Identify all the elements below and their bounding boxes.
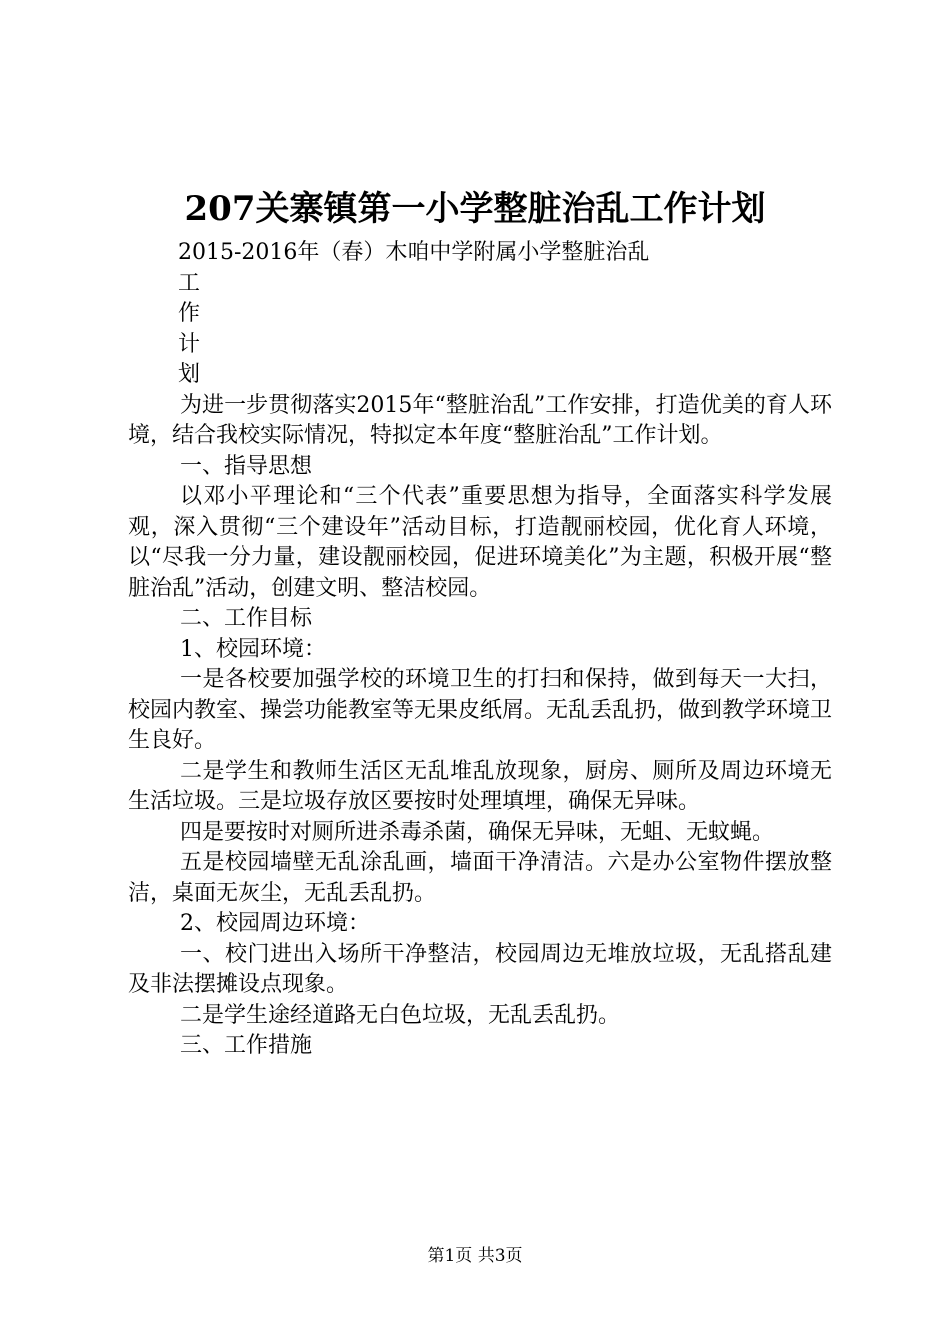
vertical-char: 划 <box>178 362 201 387</box>
paragraph: 四是要按时对厕所进杀毒杀菌，确保无异味，无蛆、无蚊蝇。 <box>180 819 775 845</box>
paragraph: 五是校园墙壁无乱涂乱画，墙面干净清洁。六是办公室物件摆放整洁，桌面无灰尘，无乱丢乱扔。 <box>128 850 832 906</box>
vertical-char: 工 <box>178 270 201 296</box>
section-heading: 一、指导思想 <box>180 453 313 479</box>
paragraph: 一、校门进出入场所干净整洁，校园周边无堆放垃圾，无乱搭乱建及非法摆摊设点现象。 <box>128 941 832 997</box>
paragraph: 一是各校要加强学校的环境卫生的打扫和保持，做到每天一大扫，校园内教室、操尝功能教室等无果皮纸屑。无乱丢乱扔，做到教学环境卫生良好。 <box>128 667 833 753</box>
section-heading: 三、工作措施 <box>180 1033 313 1058</box>
vertical-char: 作 <box>178 301 201 326</box>
section-heading: 二、工作目标 <box>180 606 313 631</box>
paragraph-intro: 为进一步贯彻落实2015年“整脏治乱”工作安排，打造优美的育人环境，结合我校实际情况，特拟定本年度“整脏治乱”工作计划。 <box>128 392 833 448</box>
paragraph: 二是学生途经道路无白色垃圾，无乱丢乱扔。 <box>180 1002 621 1028</box>
document-body <box>128 238 832 1062</box>
document-title: 207关寨镇第一小学整脏治乱工作计划 <box>184 189 766 229</box>
paragraph: 以邓小平理论和“三个代表”重要思想为指导，全面落实科学发展观，深入贯彻“三个建设年”活动目标，打造靓丽校园，优化育人环境，以“尽我一分力量，建设靓丽校园，促进环境美化”为主题，积极开展“整脏治乱”活动，创建文明、整洁校园。 <box>128 484 832 601</box>
document-subtitle: 2015-2016年（春）木咱中学附属小学整脏治乱 <box>178 240 650 265</box>
subsection-heading: 1、校园环境： <box>180 636 326 662</box>
page-number-footer: 第1页 共3页 <box>427 1246 523 1266</box>
vertical-char: 计 <box>178 331 201 357</box>
subsection-heading: 2、校园周边环境： <box>180 911 370 936</box>
paragraph: 二是学生和教师生活区无乱堆乱放现象，厨房、厕所及周边环境无生活垃圾。三是垃圾存放区要按时处理填埋，确保无异味。 <box>128 758 832 814</box>
